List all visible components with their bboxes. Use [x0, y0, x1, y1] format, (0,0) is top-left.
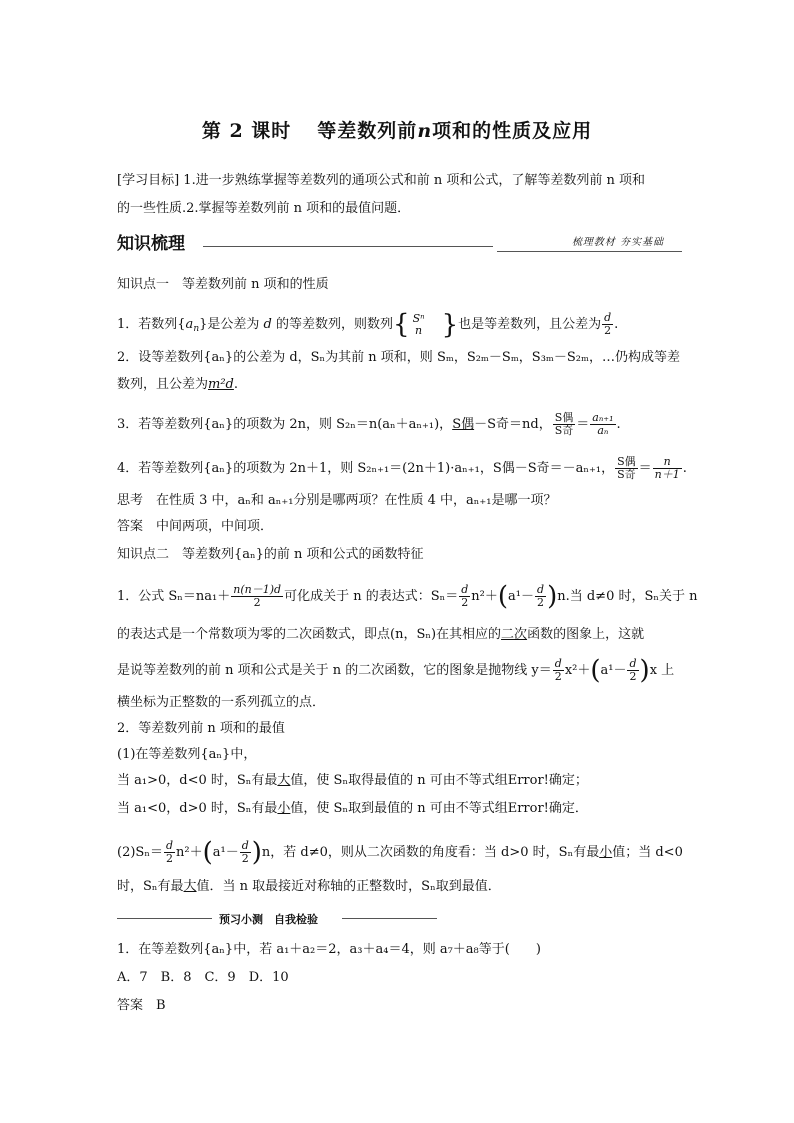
- kp1-item4-frac-right: [653, 456, 682, 481]
- frac-den: n＋1: [654, 468, 680, 481]
- kp1-item1-an: $a_n$: [185, 317, 200, 334]
- preview-q1: 1．在等差数列{aₙ}中，若 a₁＋a₂＝2，a₃＋a₄＝4，则 a₇＋a₈等于( ): [117, 942, 541, 957]
- kp2-p2-sub1: (1)在等差数列{aₙ}中，: [117, 747, 257, 762]
- p1-line3-a: 是说等差数列的前 n 项和公式是关于 n 的二次函数，它的图象是抛物线 y＝: [117, 663, 552, 678]
- p2-sub2-b: n²＋: [176, 845, 203, 860]
- brace-right: }: [441, 309, 459, 340]
- frac-den: S奇: [617, 468, 636, 481]
- preview-options: A．7 B．8 C．9 D．10: [117, 970, 289, 985]
- objectives-label: [学习目标]: [117, 173, 180, 188]
- preview-banner-text: 预习小测 自我检验: [219, 913, 318, 926]
- p2-l1-answer: 大: [277, 773, 291, 788]
- kp2-p1-frac: [231, 584, 283, 609]
- frac-num: n(n－1)d: [233, 583, 282, 596]
- kp1-item2-text: 数列，且公差为: [117, 377, 209, 392]
- d-over-2: [459, 584, 470, 609]
- banner-subtitle: 梳理教材 夯实基础: [571, 237, 664, 248]
- kp1-item1-b: }是公差为: [199, 317, 260, 332]
- objectives-line-1: [117, 172, 645, 190]
- paren-right: ): [251, 837, 262, 868]
- p1-line3-c: a¹－: [600, 663, 627, 678]
- eq: ＝: [638, 461, 652, 476]
- p1-line3-b: x²＋: [564, 663, 591, 678]
- kp1-item3: [117, 412, 621, 437]
- kp1-item2-end: .: [233, 377, 239, 392]
- p1-b: 可化成关于 n 的表达式：Sₙ＝: [284, 589, 459, 604]
- frac-den: 2: [241, 852, 249, 865]
- preview-divider-left: [117, 918, 212, 919]
- kp1-think: 思考 在性质 3 中，aₙ和 aₙ₊₁分别是哪两项？在性质 4 中，aₙ₊₁是哪一项？: [117, 493, 557, 508]
- frac-num: aₙ₊₁: [592, 411, 614, 424]
- kp2-p1-line1: [117, 581, 698, 612]
- kp1-item4-a: 4．若等差数列{aₙ}的项数为 2n＋1，则 S₂ₙ₊₁＝(2n＋1)·aₙ₊₁，S偶－S奇＝－aₙ₊₁，: [117, 461, 615, 476]
- end: .: [616, 417, 621, 432]
- frac-den: 2: [461, 596, 469, 609]
- kp1-item1-d: d: [263, 317, 272, 332]
- kp1-item1: 1．若数列$\{a_n\}$是公差为 d 的等差数列，则数列{ Sⁿ n }也是等差数列，且公差为 $\frac{d}{2}$ .: [117, 309, 619, 340]
- frac-den: 2: [165, 852, 173, 865]
- d-over-2: [240, 840, 251, 865]
- kp1-item2-line1: 2．设等差数列{aₙ}的公差为 d，Sₙ为其前 n 项和，则 Sₘ，S₂ₘ－Sₘ，S₃ₘ－S₂ₘ，…仍构成等差: [117, 350, 680, 365]
- frac-den: S奇: [554, 424, 574, 437]
- d-over-2: [553, 658, 564, 683]
- frac-num: d: [241, 839, 249, 852]
- frac-d: d: [604, 311, 612, 324]
- p1-d: a¹－: [508, 589, 535, 604]
- objectives-text-1: 1.进一步熟练掌握等差数列的通项公式和前 n 项和公式，了解等差数列前 n 项和: [183, 173, 645, 188]
- end: .: [682, 461, 687, 476]
- kp2-p1-line3: [117, 655, 675, 686]
- d-over-2: [535, 584, 546, 609]
- frac-num: d: [629, 657, 637, 670]
- kp1-item3-c: －S奇＝nd，: [474, 417, 552, 432]
- kp2-heading: 知识点二 等差数列{aₙ}的前 n 项和公式的函数特征: [117, 547, 424, 562]
- kp2-p1-line2: [117, 626, 644, 644]
- objectives-line-2: 的一些性质.2.掌握等差数列前 n 项和的最值问题．: [117, 201, 411, 216]
- p2-l2-a: 当 a₁<0，d>0 时，Sₙ有最: [117, 801, 278, 816]
- p2-sub2-c: a¹－: [212, 845, 239, 860]
- kp1-answer: 答案 中间两项，中间项．: [117, 519, 274, 534]
- p2-sub2-f: 值；当 d<0: [612, 845, 683, 860]
- kp2-p1-line4: 横坐标为正整数的一系列孤立的点．: [117, 695, 326, 710]
- kp1-item1-d2: 也是等差数列，且公差为: [458, 317, 602, 332]
- brace-left: {: [393, 309, 410, 340]
- p2-l2-c: 值，使 Sₙ取到最值的 n 可由不等式组Error!确定．: [290, 801, 588, 816]
- kp1-item2-line2: [117, 376, 238, 394]
- banner-divider-left: [203, 246, 493, 247]
- p2-l1-c: 值，使 Sₙ取得最值的 n 可由不等式组Error!确定；: [290, 773, 588, 788]
- d-over-2-fraction: [602, 312, 613, 337]
- p1-e: n.当 d≠0 时，Sₙ关于 n: [557, 589, 698, 604]
- kp1-heading: 知识点一 等差数列前 n 项和的性质: [117, 277, 329, 292]
- knowledge-banner: [117, 229, 682, 253]
- p2-sub2-d: n，若 d≠0，则从二次函数的角度看：当 d>0 时，Sₙ有最: [261, 845, 600, 860]
- p1-line2-a: 的表达式是一个常数项为零的二次函数式，即点(n，Sₙ)在其相应的: [117, 627, 502, 642]
- title-text-b: 项和的性质及应用: [432, 120, 593, 142]
- p2-last-answer: 大: [183, 879, 197, 894]
- kp1-item1-c: 的等差数列，则数列: [276, 317, 394, 332]
- kp2-p2-sub2: [117, 837, 683, 868]
- preview-answer: 答案 B: [117, 998, 166, 1013]
- p1-c: n²＋: [471, 589, 498, 604]
- p2-l1-a: 当 a₁>0，d<0 时，Sₙ有最: [117, 773, 278, 788]
- paren-left: (: [202, 837, 213, 868]
- kp1-item1-a: 1．若数列{: [117, 317, 186, 332]
- p2-sub2-a: (2)Sₙ＝: [117, 845, 163, 860]
- kp2-p2-l2: [117, 800, 588, 818]
- frac-num: S偶: [617, 455, 636, 468]
- d-over-2: [627, 658, 638, 683]
- p1-line2-answer: 二次: [501, 627, 528, 642]
- banner-divider-right: [497, 251, 682, 252]
- paren-left: (: [497, 581, 509, 612]
- frac-den: 2: [629, 670, 637, 683]
- frac-den: n: [415, 323, 423, 337]
- frac-num: d: [537, 583, 545, 596]
- kp1-item3-frac-right: [590, 412, 615, 437]
- frac-den: 2: [537, 596, 545, 609]
- kp1-item3-frac-left: [553, 412, 576, 437]
- preview-banner: [117, 911, 437, 925]
- banner-title: 知识梳理: [117, 234, 185, 254]
- p2-last-c: 值．当 n 取最接近对称轴的正整数时，Sₙ取到最值．: [196, 879, 501, 894]
- frac-num: S偶: [554, 411, 574, 424]
- kp2-p2-last: [117, 878, 501, 896]
- preview-divider-right: [342, 918, 437, 919]
- page-title: [0, 116, 794, 143]
- title-n: n: [417, 120, 433, 142]
- kp1-item3-b: S偶: [452, 417, 475, 432]
- p2-l2-answer: 小: [277, 801, 291, 816]
- p1-line2-c: 函数的图象上，这就: [527, 627, 645, 642]
- title-lesson: 第 2 课时: [201, 120, 292, 142]
- frac-den: aₙ: [597, 424, 609, 437]
- frac-num: d: [554, 657, 562, 670]
- paren-left: (: [590, 655, 601, 686]
- sn-over-n-fraction: [411, 313, 427, 337]
- frac-num: d: [165, 839, 173, 852]
- kp1-item3-a: 3．若等差数列{aₙ}的项数为 2n，则 S₂ₙ＝n(aₙ＋aₙ₊₁)，: [117, 417, 453, 432]
- frac-2: 2: [604, 324, 612, 337]
- frac-num: d: [461, 583, 469, 596]
- paren-right: ): [547, 581, 558, 612]
- kp2-p2-l1: [117, 772, 588, 790]
- title-text-a: 等差数列前: [317, 120, 418, 142]
- d-over-2: [164, 840, 175, 865]
- eq: ＝: [576, 417, 590, 432]
- p2-sub2-answer: 小: [599, 845, 613, 860]
- kp1-item2-answer: m²d: [208, 377, 234, 392]
- frac-num: Sⁿ: [412, 311, 425, 325]
- kp1-item4: [117, 456, 687, 481]
- frac-den: 2: [554, 670, 562, 683]
- p1-line3-d: x 上: [649, 663, 675, 678]
- paren-right: ): [639, 655, 650, 686]
- kp2-p2-heading: 2．等差数列前 n 项和的最值: [117, 721, 285, 736]
- frac-num: n: [653, 456, 682, 469]
- frac-den: 2: [253, 596, 261, 609]
- p1-a: 1．公式 Sₙ＝na₁＋: [117, 589, 231, 604]
- kp1-item4-frac-left: [615, 456, 638, 481]
- p2-last-a: 时，Sₙ有最: [117, 879, 184, 894]
